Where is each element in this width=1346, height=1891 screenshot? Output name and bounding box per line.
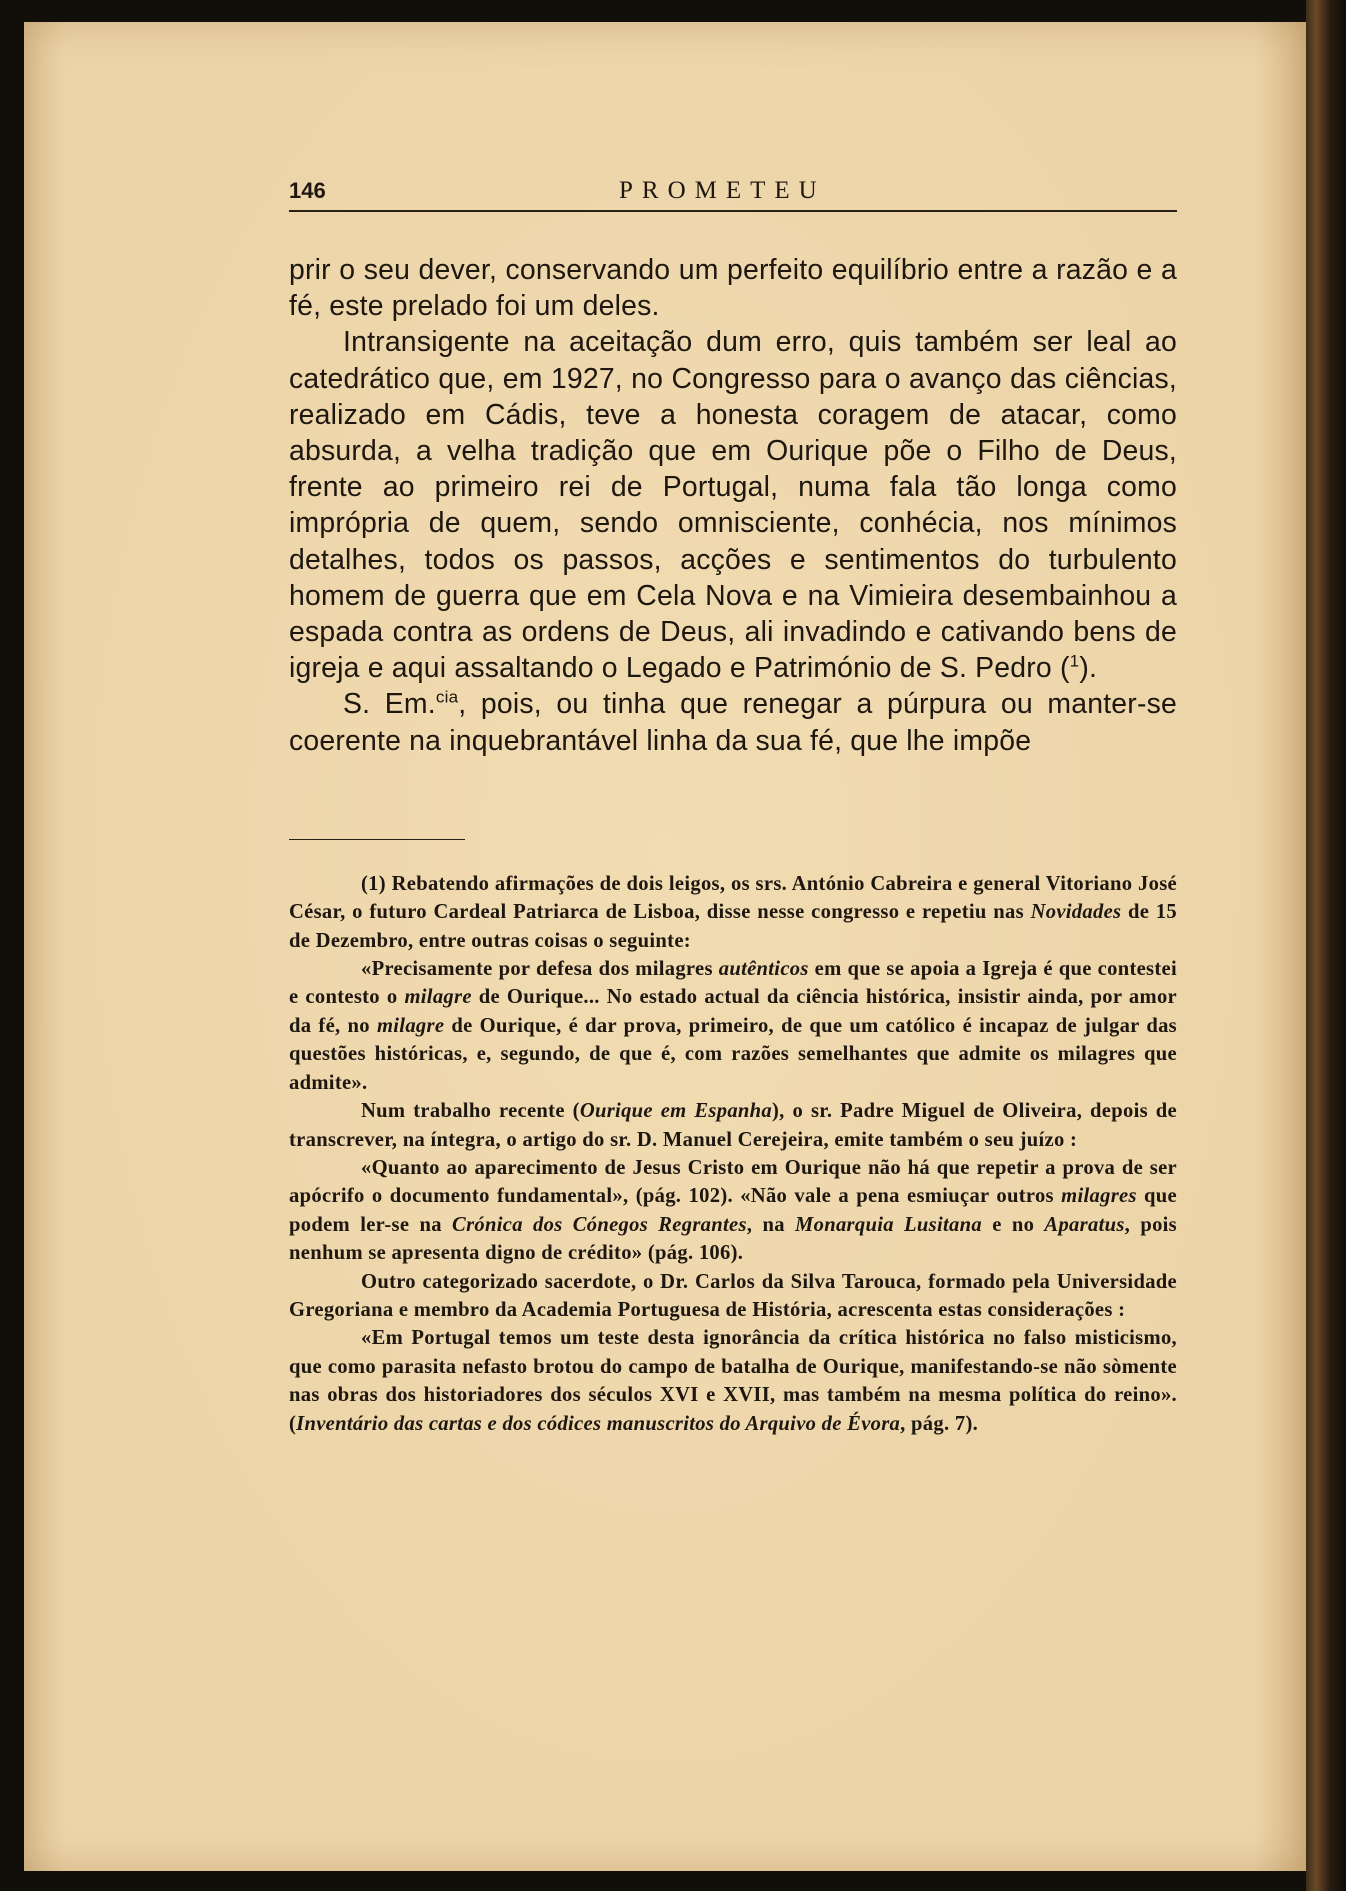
footnote-text: , na bbox=[746, 1213, 795, 1236]
footnote-text: «Em Portugal temos um teste desta ignorância da crítica histórica no falso misticismo, que como parasita nefasto brotou do campo de batalha de Ourique, manifestando-se não sòmente nas obras dos historiadores dos séculos XVI e XVII, mas também na mesma política do reino». ( bbox=[289, 1327, 1177, 1435]
footnote-text: ), o sr. Padre Miguel de Oliveira, depois de transcrever, na íntegra, o artigo do sr. D. Manuel Cerejeira, emite também o seu juízo : bbox=[289, 1100, 1177, 1151]
footnote-text: , pág. 7). bbox=[900, 1412, 979, 1435]
body-paragraph-3-start: S. Em. bbox=[343, 688, 436, 721]
footnote-text: Rebatendo afirmações de dois leigos, os srs. António Cabreira e general Vitoriano José César, o futuro Cardeal Patriarca de Lisboa, disse nesse congresso e repetiu nas bbox=[289, 872, 1177, 924]
footnote-italic: Novidades bbox=[1030, 901, 1122, 924]
footnote-text: e no bbox=[982, 1213, 1045, 1236]
page-content bbox=[289, 174, 1177, 1438]
footnote-italic: Crónica dos Cónegos Regrantes bbox=[452, 1213, 747, 1236]
footnote-italic: milagre bbox=[376, 1014, 445, 1037]
footnote-1-marker: (1) bbox=[361, 872, 386, 895]
footnote-text: Num trabalho recente ( bbox=[361, 1100, 580, 1123]
footnote-ref: 1 bbox=[1069, 651, 1080, 671]
footnote-rule bbox=[289, 839, 465, 840]
footnote-paragraph-3: Outro categorizado sacerdote, o Dr. Carlos da Silva Tarouca, formado pela Universidade Gregoriana e membro da Academia Portuguesa de História, acrescenta estas considerações : bbox=[289, 1270, 1177, 1321]
body-paragraph-2-end: ). bbox=[1079, 652, 1098, 685]
footnote-paragraph-2 bbox=[289, 1097, 1177, 1154]
body-paragraph-3 bbox=[289, 686, 1177, 758]
footnote-italic: milagres bbox=[1061, 1185, 1137, 1208]
journal-title: PROMETEU bbox=[619, 177, 826, 204]
footnote-text: de 15 de Dezembro, entre outras coisas o seguinte: bbox=[289, 901, 1177, 952]
footnote-italic: Monarquia Lusitana bbox=[795, 1213, 982, 1236]
abbreviation-superscript: cia bbox=[435, 687, 459, 707]
footnote-text: que podem ler-se na bbox=[289, 1185, 1177, 1236]
body-paragraph-1: prir o seu dever, conservando um perfeito equilíbrio entre a razão e a fé, este prelado foi um deles. bbox=[289, 254, 1177, 323]
page-number: 146 bbox=[289, 178, 326, 203]
footnote-quote-2 bbox=[289, 1154, 1177, 1268]
footnotes bbox=[289, 870, 1177, 1438]
footnote-italic: Ourique em Espanha bbox=[579, 1100, 773, 1123]
footnote-quote-3 bbox=[289, 1324, 1177, 1438]
body-paragraph-2 bbox=[289, 324, 1177, 686]
footnote-text: «Precisamente por defesa dos milagres bbox=[361, 958, 719, 981]
footnote-text: de Ourique... No estado actual da ciência histórica, insistir ainda, por amor da fé, no bbox=[289, 986, 1177, 1037]
footnote-text: , pois nenhum se apresenta digno de crédito» (pág. 106). bbox=[289, 1213, 1177, 1265]
footnote-text: em que se apoia a Igreja é que contestei e contesto o bbox=[289, 958, 1177, 1009]
footnote-italic: Inventário das cartas e dos códices manuscritos do Arquivo de Évora bbox=[296, 1412, 901, 1435]
footnote-1 bbox=[289, 870, 1177, 955]
footnote-text: «Quanto ao aparecimento de Jesus Cristo em Ourique não há que repetir a prova de ser apócrifo o documento fundamental», (pág. 102). «Não vale a pena esmiuçar outros bbox=[289, 1156, 1177, 1208]
running-head bbox=[289, 174, 1177, 212]
footnote-quote-1 bbox=[289, 955, 1177, 1097]
footnote-text: de Ourique, é dar prova, primeiro, de que um católico é incapaz de julgar das questões históricas, e, segundo, de que é, com razões semelhantes que admite os milagres que admite». bbox=[289, 1014, 1177, 1094]
body-paragraph-2-text: Intransigente na aceitação dum erro, quis também ser leal ao catedrático que, em 1927, no Congresso para o avanço das ciências, realizado em Cádis, teve a honesta coragem de atacar, como absurda, a velha tradição que em Ourique põe o Filho de Deus, frente ao primeiro rei de Portugal, numa fala tão longa como imprópria de quem, sendo omnisciente, conhécia, nos mínimos detalhes, todos os passos, acções e sentimentos do turbulento homem de guerra que em Cela Nova e na Vimieira desembainhou a espada contra as ordens de Deus, ali invadindo e cativando bens de igreja e aqui assaltando o Legado e Património de S. Pedro ( bbox=[289, 326, 1177, 685]
footnote-italic: milagre bbox=[404, 986, 472, 1009]
footnote-italic: Aparatus bbox=[1044, 1213, 1125, 1236]
main-text bbox=[289, 252, 1177, 759]
body-paragraph-3-rest: , pois, ou tinha que renegar a púrpura ou manter-se coerente na inquebrantável linha da sua fé, que lhe impõe bbox=[289, 688, 1177, 757]
footnote-italic: autênticos bbox=[718, 958, 809, 981]
page-binding-edge bbox=[1306, 0, 1346, 1891]
